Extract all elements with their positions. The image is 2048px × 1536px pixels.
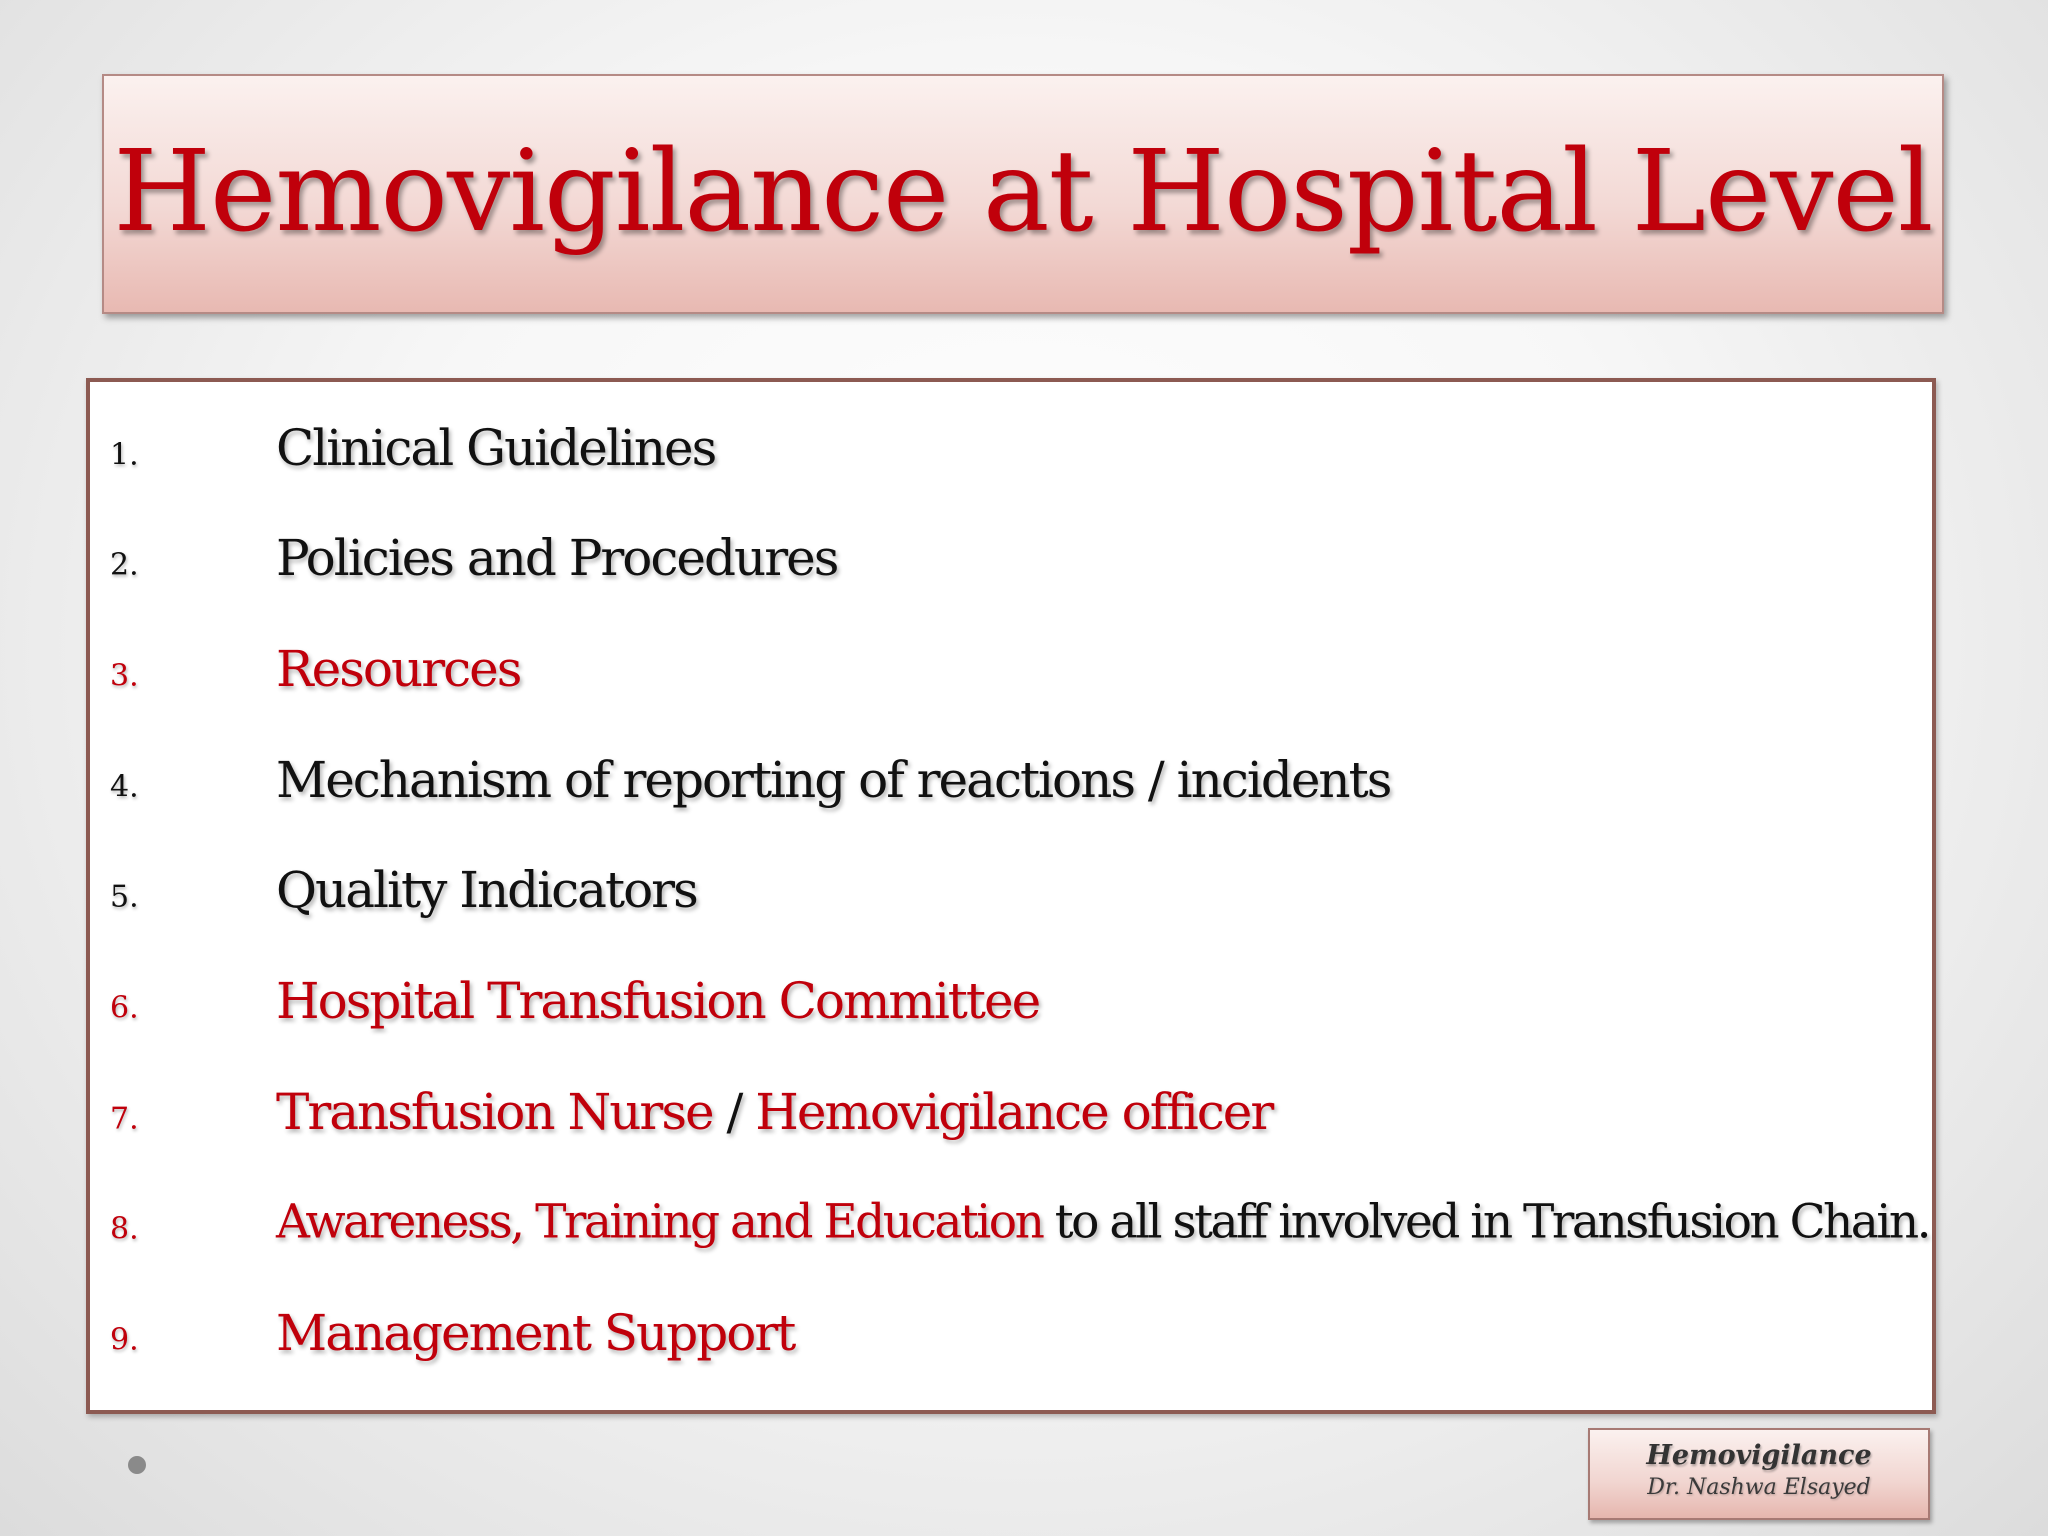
item-text: Hospital Transfusion Committee — [276, 972, 1040, 1030]
item-number: 4. — [110, 769, 139, 805]
footer-author: Dr. Nashwa Elsayed — [1647, 1475, 1871, 1500]
item-text-separator: / — [712, 1083, 756, 1141]
footer-title: Hemovigilance — [1646, 1440, 1872, 1471]
item-text-part: to all staff involved in Transfusion Chain. — [1042, 1194, 1930, 1250]
item-number: 9. — [110, 1322, 139, 1358]
slide-title: Hemovigilance at Hospital Level — [113, 127, 1933, 257]
item-number: 6. — [110, 990, 139, 1026]
item-number: 8. — [110, 1211, 139, 1247]
item-number: 2. — [110, 547, 139, 583]
title-banner — [102, 74, 1944, 314]
item-text — [276, 1195, 1929, 1250]
item-number: 5. — [110, 879, 139, 915]
item-number: 7. — [110, 1101, 139, 1137]
footer-badge — [1588, 1428, 1930, 1520]
item-text: Management Support — [276, 1304, 795, 1362]
item-number: 1. — [110, 437, 139, 473]
item-text: Mechanism of reporting of reactions / incidents — [276, 751, 1391, 809]
item-text: Resources — [276, 640, 521, 698]
item-number: 3. — [110, 658, 139, 694]
item-text-part: Transfusion Nurse — [276, 1083, 713, 1141]
item-text: Clinical Guidelines — [276, 419, 716, 477]
item-text: Quality Indicators — [276, 861, 697, 919]
item-text: Policies and Procedures — [276, 529, 838, 587]
bullet-dot-icon — [128, 1456, 146, 1474]
item-text-part: Hemovigilance officer — [755, 1083, 1273, 1141]
item-text-part: Awareness, Training and Education — [276, 1194, 1043, 1250]
content-panel — [86, 378, 1936, 1414]
item-text — [276, 1083, 1272, 1141]
